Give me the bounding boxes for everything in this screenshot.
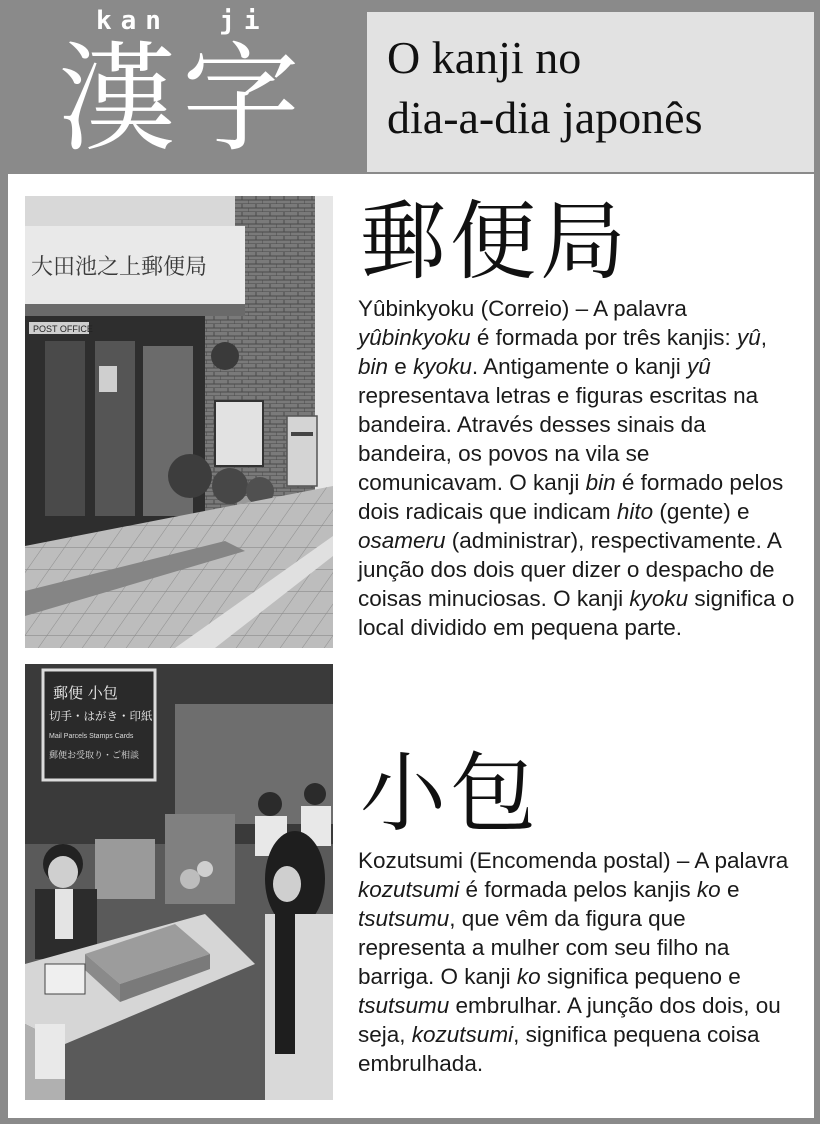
- text-run: e: [388, 354, 414, 379]
- italic-term: tsutsumu: [358, 906, 450, 931]
- italic-term: kyoku: [629, 586, 689, 611]
- section-text-kozutsumi: [358, 846, 798, 1078]
- content-panel: [8, 174, 814, 1118]
- text-run: Yûbinkyoku (Correio) – A palavra: [358, 296, 687, 321]
- italic-term: bin: [585, 470, 616, 495]
- post-office-plate: POST OFFICE: [33, 324, 93, 334]
- text-run: . Antigamente o kanji: [471, 354, 687, 379]
- text-run: ,: [760, 325, 767, 350]
- italic-term: kyoku: [413, 354, 472, 379]
- italic-term: bin: [358, 354, 389, 379]
- text-run: é formada pelos kanjis: [459, 877, 697, 902]
- post-office-counter-photo: [25, 664, 333, 1100]
- text-run: , significa pequena coisa embrulhada.: [358, 1022, 760, 1076]
- page-title: [387, 28, 807, 148]
- italic-term: yû: [736, 325, 761, 350]
- text-run: significa o local dividido em pequena parte.: [358, 586, 795, 640]
- counter-sign-line-4: 郵便お受取り・ご相談: [49, 751, 140, 761]
- counter-sign-line-2: 切手・はがき・印紙: [49, 709, 153, 723]
- title-line-2: dia-a-dia japonês: [387, 92, 703, 143]
- counter-sign-line-3: Mail Parcels Stamps Cards: [49, 733, 134, 740]
- text-run: é formado pelos dois radicais que indicam: [358, 470, 784, 524]
- italic-term: kozutsumi: [358, 877, 460, 902]
- italic-term: kozutsumi: [411, 1022, 514, 1047]
- section-yubinkyoku: [358, 194, 798, 642]
- kanji-heading-yubinkyoku: 郵便局: [360, 192, 630, 292]
- italic-term: osameru: [358, 528, 446, 553]
- header-kanji-block: [0, 0, 362, 170]
- text-run: (gente) e: [653, 499, 750, 524]
- post-office-sign: 大田池之上郵便局: [31, 255, 208, 280]
- text-run: significa pequeno e: [540, 964, 741, 989]
- italic-term: yû: [686, 354, 711, 379]
- section-kozutsumi: [358, 746, 798, 1078]
- title-line-1: O kanji no: [387, 32, 582, 83]
- italic-term: ko: [696, 877, 721, 902]
- text-run: representava letras e figuras escritas na bandeira. Através desses sinais da bandeira, os povos na vila se comunicavam. O kanji: [358, 383, 759, 495]
- romaji-label: kan ji: [96, 6, 269, 36]
- post-office-exterior-photo: [25, 196, 333, 648]
- text-run: e: [720, 877, 740, 902]
- section-text-yubinkyoku: [358, 294, 798, 642]
- italic-term: ko: [516, 964, 541, 989]
- italic-term: yûbinkyoku: [358, 325, 471, 350]
- italic-term: hito: [616, 499, 654, 524]
- text-run: Kozutsumi (Encomenda postal) – A palavra: [358, 848, 789, 873]
- text-run: é formada por três kanjis:: [470, 325, 737, 350]
- text-run: embrulhar. A junção dos dois, ou seja,: [358, 993, 781, 1047]
- title-box: [367, 12, 814, 172]
- text-run: (administrar), respectivamente. A junção dos dois quer dizer o despacho de coisas minuciosas. O kanji: [358, 528, 781, 611]
- header-kanji: 漢字: [58, 30, 307, 168]
- kanji-heading-kozutsumi: 小包: [360, 744, 540, 844]
- counter-sign-line-1: 郵便 小包: [53, 684, 118, 702]
- text-run: , que vêm da figura que representa a mulher com seu filho na barriga. O kanji: [358, 906, 730, 989]
- italic-term: tsutsumu: [358, 993, 450, 1018]
